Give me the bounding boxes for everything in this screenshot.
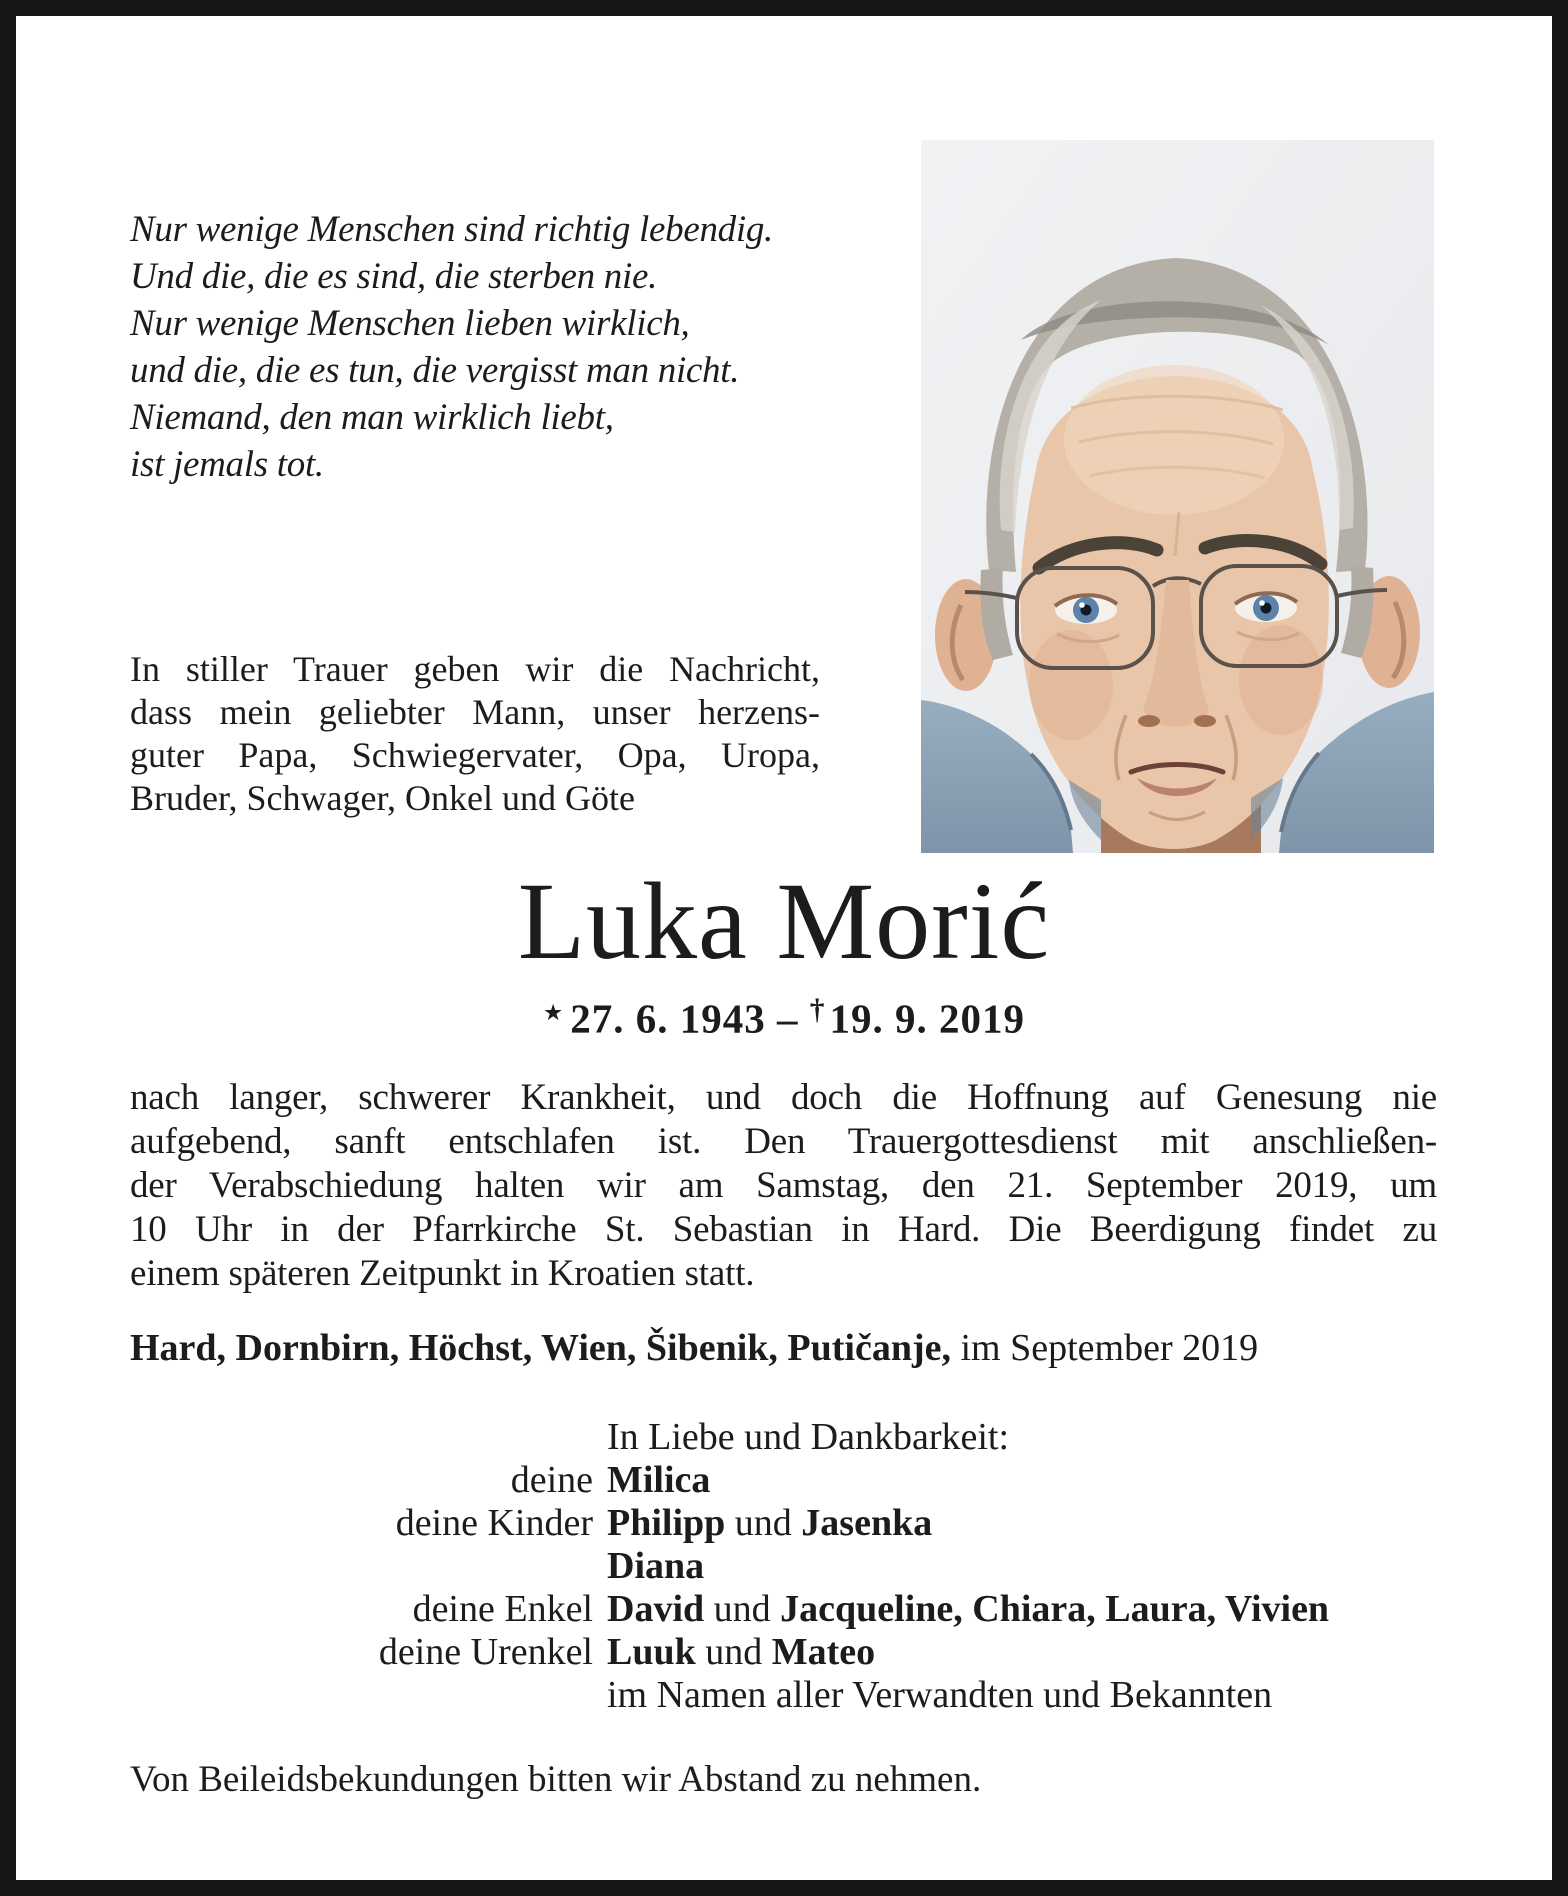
text-segment: Jacqueline, Chiara, Laura, Vivien — [780, 1588, 1330, 1630]
text-segment: In Liebe und Dankbarkeit: — [607, 1416, 1010, 1458]
text-segment: im Namen aller Verwandten und Bekannten — [607, 1674, 1273, 1716]
text-segment: Mateo — [771, 1631, 876, 1673]
portrait-photo-svg — [921, 140, 1434, 853]
text-segment: Philipp — [607, 1502, 726, 1544]
poem — [130, 206, 773, 488]
text-segment: und — [704, 1588, 781, 1630]
body-line: 10 Uhr in der Pfarrkirche St. Sebastian in Hard. Die Beerdigung findet zu — [130, 1209, 1437, 1250]
text-segment: Luuk — [607, 1631, 696, 1673]
right-catchlight — [1259, 600, 1265, 606]
right-nostril — [1194, 715, 1216, 727]
body-paragraph — [130, 1076, 1437, 1296]
locations-line — [130, 1326, 1450, 1370]
family-label: deine Enkel — [412, 1588, 593, 1630]
announcement-line: guter Papa, Schwiegervater, Opa, Uropa, — [130, 735, 820, 775]
text-segment: Milica — [607, 1459, 711, 1501]
left-cheek — [1029, 630, 1113, 740]
body-line: aufgebend, sanft entschlafen ist. Den Trauergottesdienst mit anschließen- — [130, 1121, 1437, 1162]
announcement-line: Bruder, Schwager, Onkel und Göte — [130, 778, 635, 818]
body-line: der Verabschiedung halten wir am Samstag, den 21. September 2019, um — [130, 1165, 1437, 1206]
family-names — [607, 1631, 1450, 1674]
birth-star-icon: ★ — [543, 999, 565, 1026]
family-label — [130, 1545, 593, 1588]
death-date: 19. 9. 2019 — [829, 995, 1025, 1042]
closing-line: Von Beileidsbekundungen bitten wir Abstand zu nehmen. — [130, 1759, 982, 1800]
family-intro — [607, 1416, 1450, 1459]
poem-line: Und die, die es sind, die sterben nie. — [130, 256, 658, 297]
family-names — [607, 1588, 1450, 1631]
text-segment: und — [695, 1631, 772, 1673]
family-label — [130, 1416, 593, 1459]
family-label — [130, 1674, 593, 1717]
left-nostril — [1138, 715, 1160, 727]
poem-line: und die, die es tun, die vergisst man nicht. — [130, 350, 740, 391]
announcement-line: dass mein geliebter Mann, unser herzens- — [130, 692, 820, 732]
family-label: deine — [510, 1459, 593, 1501]
family-outro — [607, 1674, 1450, 1717]
text-segment: und — [725, 1502, 802, 1544]
family-names — [607, 1502, 1450, 1545]
death-cross-icon: † — [809, 994, 826, 1026]
portrait-photo — [921, 140, 1434, 853]
text-segment: Hard, Dornbirn, Höchst, Wien, Šibenik, Putičanje, — [130, 1327, 951, 1369]
family-label: deine Kinder — [395, 1502, 593, 1544]
text-segment: im September 2019 — [950, 1327, 1259, 1369]
left-catchlight — [1079, 602, 1085, 608]
family-names — [607, 1545, 1450, 1588]
poem-line: Niemand, den man wirklich liebt, — [130, 397, 614, 438]
family-list — [130, 1416, 1450, 1717]
announcement — [130, 648, 820, 820]
text-segment: Jasenka — [801, 1502, 933, 1544]
dates-separator: – — [765, 995, 810, 1042]
poem-line: ist jemals tot. — [130, 444, 324, 485]
right-cheek — [1239, 625, 1323, 735]
text-segment: David — [607, 1588, 705, 1630]
poem-line: Nur wenige Menschen lieben wirklich, — [130, 303, 690, 344]
text-segment: Diana — [607, 1545, 705, 1587]
family-names — [607, 1459, 1450, 1502]
birth-date: 27. 6. 1943 — [570, 995, 766, 1042]
announcement-line: In stiller Trauer geben wir die Nachricht, — [130, 649, 820, 689]
poem-line: Nur wenige Menschen sind richtig lebendig. — [130, 209, 774, 250]
family-label: deine Urenkel — [378, 1631, 593, 1673]
body-line: einem späteren Zeitpunkt in Kroatien statt. — [130, 1253, 755, 1294]
body-line: nach langer, schwerer Krankheit, und doch die Hoffnung auf Genesung nie — [130, 1077, 1437, 1118]
deceased-name: Luka Morić — [517, 860, 1051, 982]
life-dates — [0, 994, 1568, 1042]
